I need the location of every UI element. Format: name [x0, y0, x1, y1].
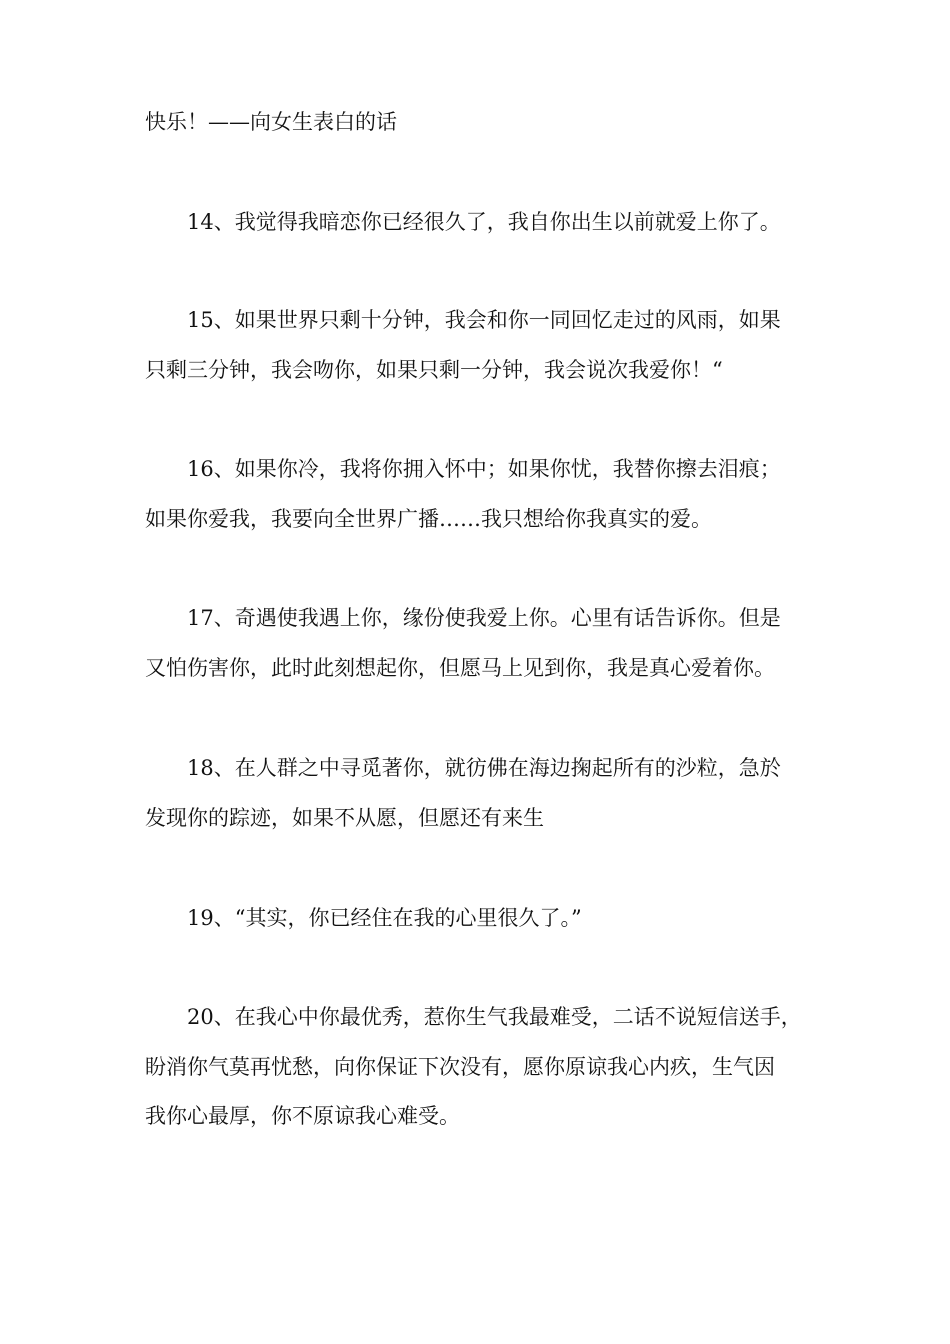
item-20-line-2: 盼消你气莫再忧愁，向你保证下次没有，愿你原谅我心内疚，生气因 — [145, 1055, 775, 1079]
item-15-line-2: 只剩三分钟，我会吻你，如果只剩一分钟，我会说次我爱你！“ — [145, 358, 723, 382]
text-line-intro-end: 快乐！——向女生表白的话 — [145, 110, 397, 134]
item-15-line-1: 15、如果世界只剩十分钟，我会和你一同回忆走过的风雨，如果 — [187, 308, 781, 332]
item-16-line-2: 如果你爱我，我要向全世界广播……我只想给你我真实的爱。 — [145, 507, 712, 531]
item-20-line-1: 20、在我心中你最优秀，惹你生气我最难受，二话不说短信送手， — [187, 1005, 802, 1029]
item-16-line-1: 16、如果你冷，我将你拥入怀中；如果你忧，我替你擦去泪痕； — [187, 457, 781, 481]
item-17-line-2: 又怕伤害你，此时此刻想起你，但愿马上见到你，我是真心爱着你。 — [145, 656, 775, 680]
item-18-line-1: 18、在人群之中寻觅著你，就彷佛在海边掬起所有的沙粒，急於 — [187, 756, 781, 780]
item-14-line-1: 14、我觉得我暗恋你已经很久了，我自你出生以前就爱上你了。 — [187, 210, 781, 234]
item-19-line-1: 19、“其实，你已经住在我的心里很久了。” — [187, 906, 582, 930]
item-18-line-2: 发现你的踪迹，如果不从愿，但愿还有来生 — [145, 806, 544, 830]
item-17-line-1: 17、奇遇使我遇上你，缘份使我爱上你。心里有话告诉你。但是 — [187, 606, 781, 630]
item-20-line-3: 我你心最厚，你不原谅我心难受。 — [145, 1104, 460, 1128]
